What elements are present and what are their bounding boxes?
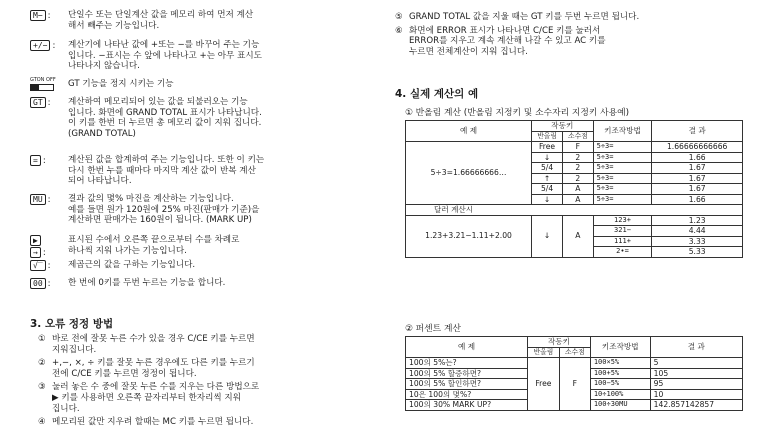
cell-round: 5/4 (532, 184, 563, 195)
description-line: 한 번에 0키를 두번 누르는 기능을 합니다. (68, 278, 226, 288)
cell-example: 100의 30% MARK UP? (406, 400, 528, 411)
notes-list (395, 12, 725, 60)
cell-decimal: A (563, 194, 594, 205)
description-line: 계산기에 나타난 값에 +또는 −를 바꾸어 주는 기능 (68, 40, 260, 50)
item-line: 집니다. (52, 403, 80, 414)
description-line: 다시 한번 누를 때마다 마지막 계산 값이 반복 계산 (68, 165, 256, 176)
cell-result: 5.33 (652, 247, 743, 258)
example-2-title: ② 퍼센트 계산 (405, 324, 461, 334)
key-label: ▶ → : (30, 235, 68, 258)
key-description (68, 278, 353, 289)
cell-result: 1.67 (652, 184, 743, 195)
cell-keys: 100+5% (590, 368, 650, 379)
cell-result: 3.33 (652, 236, 743, 247)
error-item (38, 382, 368, 414)
cell-result: 10 (650, 389, 742, 400)
switch-label: GTON OFF (30, 77, 56, 83)
key-cap: MU (30, 194, 46, 205)
cell-result: 1.66666666666 (652, 142, 743, 153)
description-line: 이 키를 한번 더 누르면 총 메모리 값이 지워 집니다. (68, 118, 262, 129)
key-description (68, 260, 353, 271)
item-number: ② (38, 358, 46, 369)
item-line: 메모리된 값만 지우려 할때는 MC 키를 누르면 됩니다. (52, 417, 254, 428)
cell-example: 100의 5%는? (406, 358, 528, 369)
cell-round: ↓ (532, 152, 563, 163)
note-item (395, 26, 725, 58)
cell-keys: 111+ (593, 236, 652, 247)
item-number: ③ (38, 382, 46, 393)
col-switch: 작동키 (528, 337, 591, 348)
key-description (68, 155, 353, 187)
cell-keys: 100−5% (590, 379, 650, 390)
table-row (406, 358, 743, 369)
section-3-title: 3. 오류 정정 방법 (30, 318, 114, 330)
item-number: ⑤ (395, 12, 403, 22)
description-line: 되어 나타납니다. (68, 176, 132, 187)
key-cap: +/− (30, 40, 50, 51)
cell-keys: 5÷3= (593, 184, 652, 195)
table-row (406, 205, 743, 216)
col-example: 예 제 (406, 337, 528, 358)
cell-example: 1.23+3.21−1.11+2.00 (406, 215, 532, 257)
description-line: 결과 값의 몇% 마진을 계산하는 기능입니다. (68, 194, 234, 204)
cell-decimal: F (559, 358, 590, 411)
cell-result: 1.23 (652, 215, 743, 226)
col-decimal: 소수점 (559, 347, 590, 358)
key-cap: GT (30, 97, 46, 108)
key-cap: = (30, 155, 41, 166)
section-4-title: 4. 실제 계산의 예 (395, 88, 479, 100)
cell-round: ↓ (532, 194, 563, 205)
key-label: M− : (30, 10, 68, 22)
cell-decimal: 2 (563, 173, 594, 184)
description-line: 표시된 수에서 오른쪽 끝으로부터 수를 차례로 (68, 235, 240, 245)
item-line: +,−, ×, ÷ 키를 잘못 누른 경우에도 다른 키를 누르기 (52, 358, 255, 369)
key-cap: M− (30, 10, 46, 21)
key-label: = : (30, 155, 68, 167)
col-keys: 키조작방법 (590, 337, 650, 358)
description-line: 제곱근의 값을 구하는 기능입니다. (68, 260, 196, 270)
error-item (38, 358, 368, 379)
col-round: 반올림 (532, 131, 563, 142)
cell-keys: 321− (593, 226, 652, 237)
description-line: 하나씩 지워 나가는 기능입니다. (68, 245, 187, 256)
item-line: 바로 전에 잘못 누른 수가 있을 경우 C/CE 키를 누르면 (52, 334, 255, 344)
cell-example: 100의 5% 할인하면? (406, 379, 528, 390)
description-line: 입니다. −표시는 수 앞에 나타나고 +는 아무 표시도 (68, 50, 262, 61)
item-line: ERROR를 지우고 계속 계산해 나갈 수 있고 AC 키를 (409, 36, 606, 47)
col-example: 예 제 (406, 121, 532, 142)
item-number: ⑥ (395, 25, 403, 36)
cell-result: 142.857142857 (650, 400, 742, 411)
col-keys: 키조작방법 (593, 121, 652, 142)
cell-decimal: A (563, 215, 594, 257)
description-line: 나타나지 않습니다. (68, 61, 140, 72)
key-description (68, 10, 353, 31)
cell-result: 105 (650, 368, 742, 379)
col-result: 결 과 (650, 337, 742, 358)
key-cap: 00 (30, 278, 46, 289)
description-line: 계산하여 메모리되어 있는 값을 되불러오는 기능 (68, 97, 248, 107)
key-label: +/− : (30, 40, 68, 52)
error-item (38, 334, 368, 355)
item-line: 누르면 전체계산이 지워 집니다. (409, 46, 528, 57)
cell-example: 100의 5% 할증하면? (406, 368, 528, 379)
key-label: GT : (30, 97, 68, 109)
table-row (406, 142, 743, 153)
cell-round: ↑ (532, 173, 563, 184)
cell-result: 4.44 (652, 226, 743, 237)
table-row (406, 215, 743, 226)
item-line: 화면에 ERROR 표시가 나타나면 C/CE 키를 눌러서 (409, 25, 601, 36)
item-number: ④ (38, 417, 46, 428)
cell-decimal: 2 (563, 152, 594, 163)
col-switch: 작동키 (532, 121, 594, 132)
cell-round: ↓ (532, 215, 563, 257)
cell-round: Free (532, 142, 563, 153)
description-line: 단일수 또는 단일계산 값을 메모리 하여 먼저 계산 (68, 10, 254, 20)
item-line: 전에 C/CE 키를 누르면 정정이 됩니다. (52, 368, 197, 379)
cell-keys: 2•= (593, 247, 652, 258)
error-item (38, 417, 368, 428)
cell-round: 5/4 (532, 163, 563, 174)
description-line: 계산하면 판매가는 160원이 됩니다. (MARK UP) (68, 215, 252, 226)
cell-result: 1.67 (652, 163, 743, 174)
description-line: GT 기능을 정지 시키는 기능 (68, 79, 174, 89)
cell-decimal: 2 (563, 163, 594, 174)
cell-keys: 5÷3= (593, 173, 652, 184)
key-description (68, 40, 353, 72)
cell-result: 95 (650, 379, 742, 390)
cell-keys: 5÷3= (593, 152, 652, 163)
cell-example: 5÷3=1.66666666… (406, 142, 532, 205)
cell-keys: 10÷100% (590, 389, 650, 400)
key-description (68, 79, 353, 90)
item-line: ▶ 키를 사용하면 오른쪽 끝자리부터 한자리씩 지워 (52, 392, 242, 403)
description-line: 예를 들면 원가 120원에 25% 마진(판매가 기준)을 (68, 204, 260, 215)
error-list (38, 334, 368, 431)
item-line: GRAND TOTAL 값을 지울 때는 GT 키를 두번 누르면 됩니다. (409, 12, 640, 22)
key-label: √‾ : (30, 260, 68, 272)
dollar-label: 달러 계산시 (406, 205, 743, 216)
key-label: MU : (30, 194, 68, 206)
col-decimal: 소수점 (563, 131, 594, 142)
description-line: 계산된 값을 합계하여 주는 기능입니다. 또한 이 키는 (68, 155, 265, 165)
item-number: ① (38, 334, 46, 344)
key-description (68, 235, 353, 256)
cell-keys: 5÷3= (593, 194, 652, 205)
cell-keys: 123+ (593, 215, 652, 226)
key-description (68, 97, 353, 139)
cell-round: Free (528, 358, 560, 411)
description-line: 입니다. 화면에 GRAND TOTAL 표시가 나타납니다. (68, 107, 262, 118)
item-line: 눌러 놓은 수 중에 잘못 누른 수를 지우는 다른 방법으로 (52, 382, 260, 393)
key-cap: → (30, 247, 41, 258)
col-round: 반올림 (528, 347, 560, 358)
description-line: 해서 빼주는 기능입니다. (68, 20, 160, 31)
cell-result: 1.66 (652, 152, 743, 163)
key-description (68, 194, 353, 226)
cell-result: 5 (650, 358, 742, 369)
example-1-title: ① 반올림 계산 (반올림 지정키 및 소수자리 지정키 사용예) (405, 108, 630, 118)
description-line: (GRAND TOTAL) (68, 128, 136, 139)
cell-decimal: F (563, 142, 594, 153)
cell-keys: 5÷3= (593, 163, 652, 174)
cell-keys: 100×5% (590, 358, 650, 369)
key-cap: ▶ (30, 235, 41, 246)
cell-keys: 5÷3= (593, 142, 652, 153)
key-cap: √‾ (30, 260, 46, 271)
cell-result: 1.67 (652, 173, 743, 184)
key-label: 00 : (30, 278, 68, 290)
switch-bar (30, 84, 54, 91)
col-result: 결 과 (652, 121, 743, 142)
gt-switch-icon (30, 78, 60, 91)
item-line: 지워집니다. (52, 344, 97, 355)
cell-result: 1.66 (652, 194, 743, 205)
percent-table (405, 336, 743, 411)
cell-example: 10은 100의 몇%? (406, 389, 528, 400)
rounding-table (405, 120, 743, 258)
note-item (395, 12, 725, 23)
cell-keys: 100÷30MU (590, 400, 650, 411)
cell-decimal: A (563, 184, 594, 195)
